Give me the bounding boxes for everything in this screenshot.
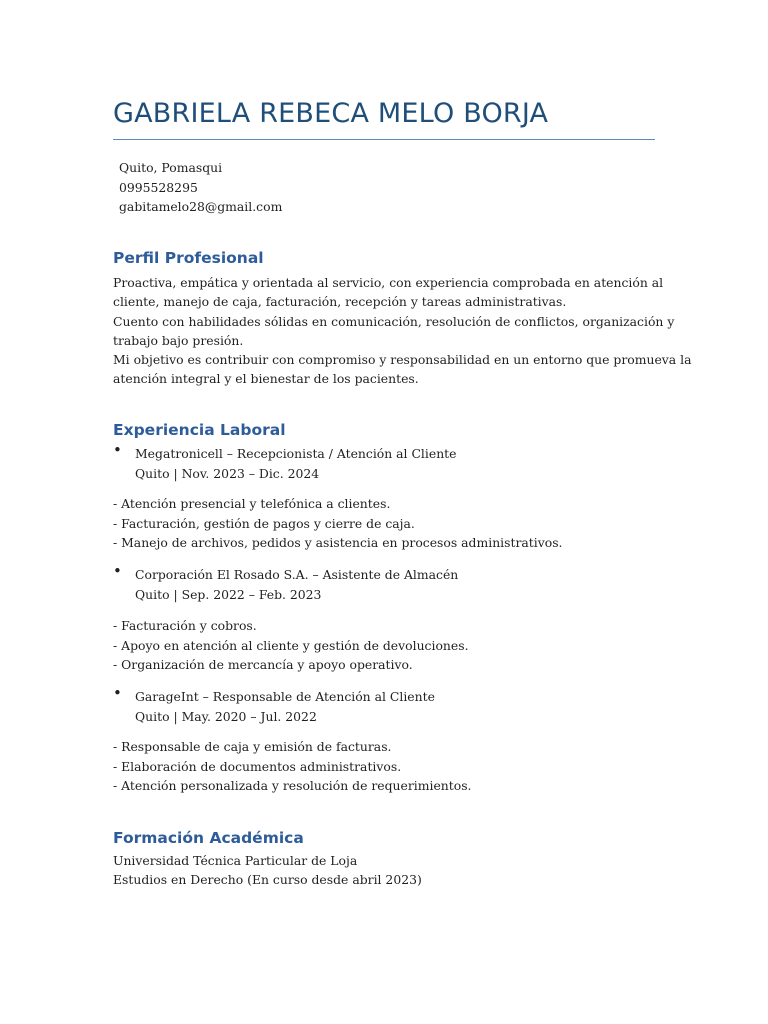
education-heading: Formación Académica — [113, 829, 304, 847]
duty-item: - Atención presencial y telefónica a clientes. — [113, 496, 391, 511]
duty-item: - Manejo de archivos, pedidos y asistencia en procesos administrativos. — [113, 535, 563, 550]
profile-line: Proactiva, empática y orientada al servicio, con experiencia comprobada en atención al — [113, 275, 664, 290]
education-text — [113, 851, 661, 890]
profile-line: Mi objetivo es contribuir con compromiso y responsabilidad en un entorno que promueva la — [113, 352, 692, 368]
job-duties — [113, 494, 563, 553]
bullet: • — [113, 684, 122, 702]
profile-line: Cuento con habilidades sólidas en comunicación, resolución de conflictos, organización y — [113, 313, 675, 329]
contact-phone: 0995528295 — [119, 179, 198, 195]
job-duties — [113, 737, 472, 796]
duty-item: - Atención personalizada y resolución de requerimientos. — [113, 778, 472, 793]
contact-email: gabitamelo28@gmail.com — [119, 199, 283, 214]
duty-item: - Organización de mercancía y apoyo operativo. — [113, 657, 413, 672]
experience-heading: Experiencia Laboral — [113, 421, 286, 439]
bullet: • — [113, 562, 122, 580]
job-title: Megatronicell – Recepcionista / Atención al Cliente — [135, 446, 457, 461]
duty-item: - Facturación, gestión de pagos y cierre de caja. — [113, 515, 415, 531]
duty-item: - Facturación y cobros. — [113, 618, 257, 633]
duty-item: - Elaboración de documentos administrativos. — [113, 758, 402, 774]
header-divider — [113, 139, 655, 140]
profile-line: cliente, manejo de caja, facturación, recepción y tareas administrativas. — [113, 294, 567, 310]
bullet: • — [113, 441, 122, 459]
contact-location: Quito, Pomasqui — [119, 160, 223, 175]
duty-item: - Responsable de caja y emisión de facturas. — [113, 739, 392, 754]
job-meta: Quito | May. 2020 – Jul. 2022 — [135, 708, 317, 724]
job-title: GarageInt – Responsable de Atención al Cliente — [135, 689, 435, 704]
profile-text — [113, 273, 692, 389]
job-title: Corporación El Rosado S.A. – Asistente de Almacén — [135, 567, 459, 582]
contact-block — [119, 158, 282, 217]
profile-line: atención integral y el bienestar de los pacientes. — [113, 371, 419, 387]
job-duties — [113, 616, 469, 675]
duty-item: - Apoyo en atención al cliente y gestión de devoluciones. — [113, 637, 469, 653]
education-line: Estudios en Derecho (En curso desde abril 2023) — [113, 872, 422, 888]
job-meta: Quito | Nov. 2023 – Dic. 2024 — [135, 465, 320, 481]
profile-heading: Perfil Profesional — [113, 249, 264, 267]
profile-line: trabajo bajo presión. — [113, 332, 244, 348]
education-line: Universidad Técnica Particular de Loja — [113, 853, 358, 868]
job-meta: Quito | Sep. 2022 – Feb. 2023 — [135, 586, 322, 602]
candidate-name: GABRIELA REBECA MELO BORJA — [113, 98, 549, 129]
